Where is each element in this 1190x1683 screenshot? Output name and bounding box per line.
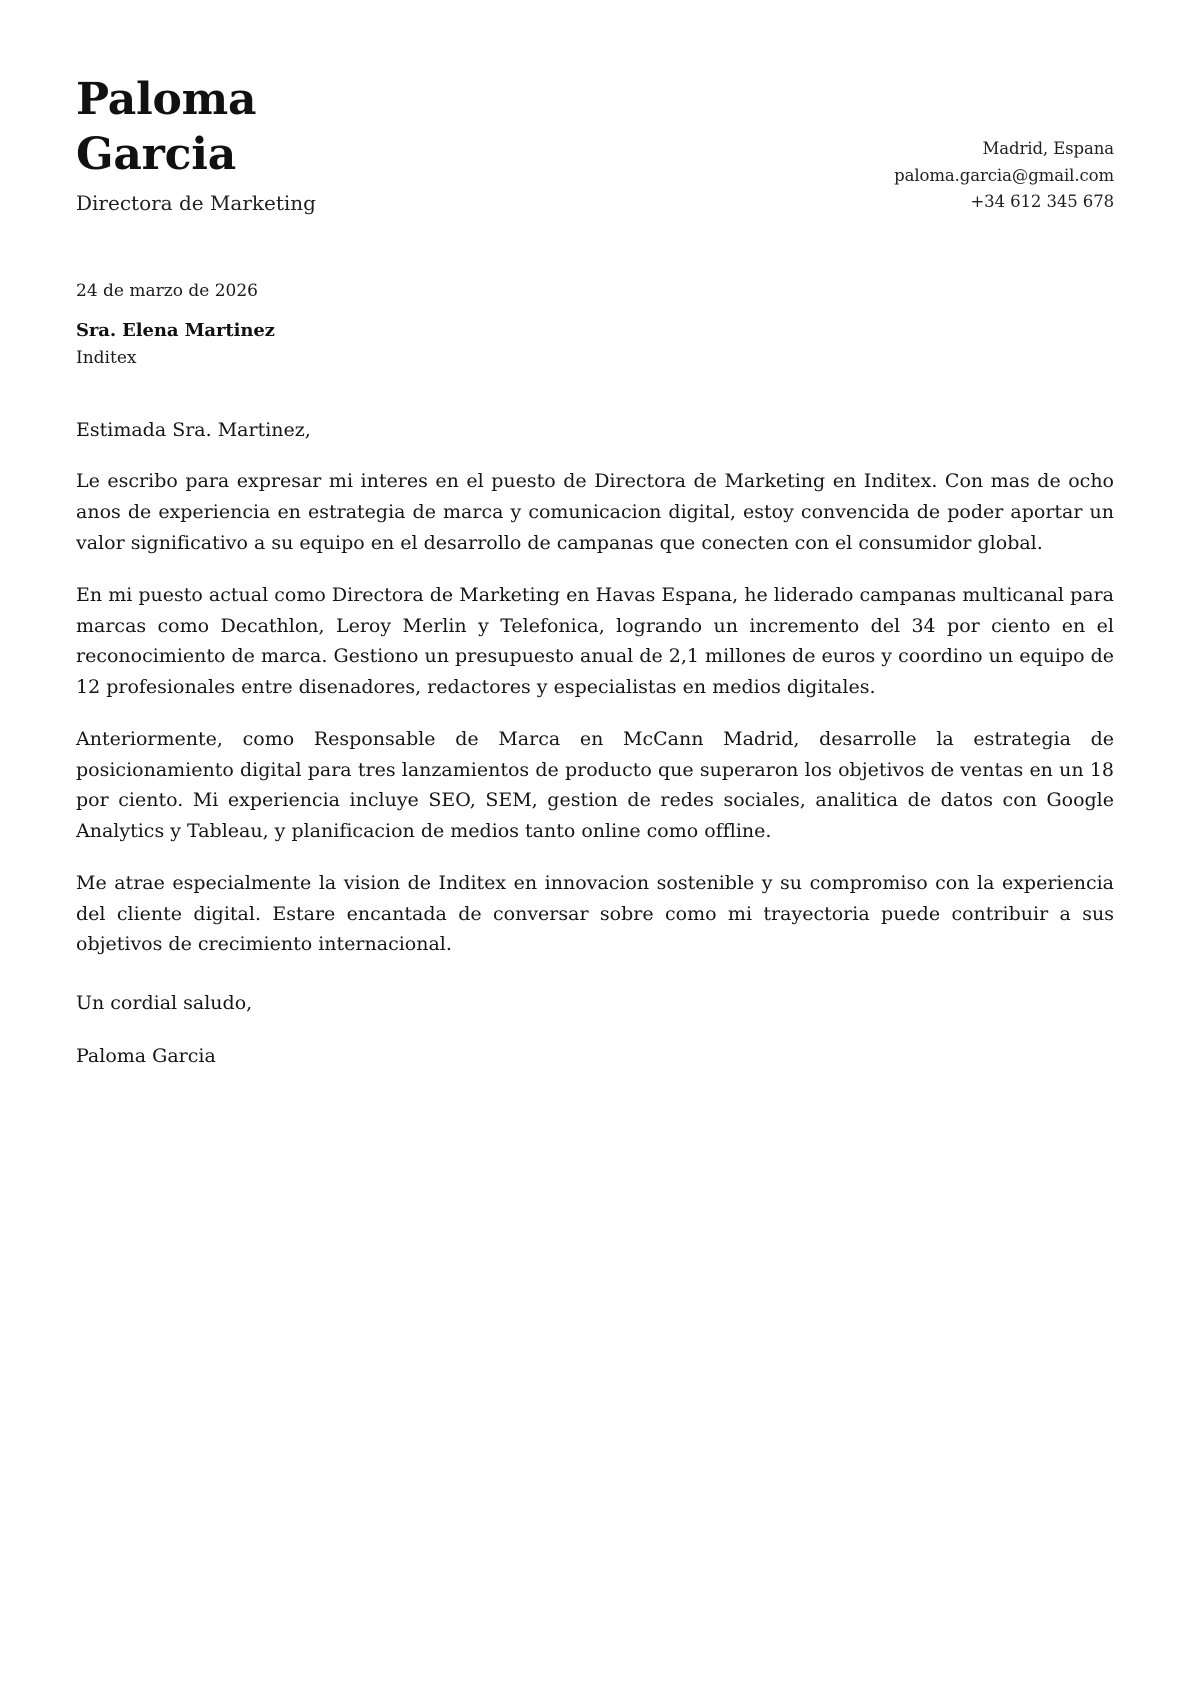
contact-block	[894, 72, 1114, 216]
letter-date: 24 de marzo de 2026	[76, 280, 258, 301]
letter-meta	[76, 279, 1114, 372]
body-paragraph: Me atrae especialmente la vision de Inditex en innovacion sostenible y su compromiso con la experiencia del cliente digital. Estare encantada de conversar sobre como mi trayectoria puede contribuir a sus objetivos de crecimiento internacional.	[76, 871, 1114, 956]
letter-body	[76, 466, 1114, 960]
contact-email: paloma.garcia@gmail.com	[894, 165, 1114, 185]
recipient-company: Inditex	[76, 348, 137, 369]
sender-job-title: Directora de Marketing	[76, 190, 316, 215]
recipient-name: Sra. Elena Martinez	[76, 320, 275, 342]
contact-phone: +34 612 345 678	[970, 192, 1114, 212]
letter-header	[76, 72, 1114, 217]
body-paragraph: Anteriormente, como Responsable de Marca en McCann Madrid, desarrolle la estrategia de posicionamiento digital para tres lanzamientos de producto que superaron los objetivos de ventas en un 18 por ciento. Mi experiencia incluye SEO, SEM, gestion de redes sociales, analitica de datos con Google Analytics y Tableau, y planificacion de medios tanto online como offline.	[76, 727, 1114, 843]
sender-name	[76, 72, 356, 183]
closing-line: Un cordial saludo,	[76, 992, 253, 1015]
sender-identity	[76, 72, 356, 217]
sender-last-name: Garcia	[76, 129, 237, 181]
salutation: Estimada Sra. Martinez,	[76, 418, 311, 441]
signature-name: Paloma Garcia	[76, 1044, 216, 1067]
contact-location: Madrid, Espana	[982, 139, 1114, 158]
body-paragraph: En mi puesto actual como Directora de Marketing en Havas Espana, he liderado campanas multicanal para marcas como Decathlon, Leroy Merlin y Telefonica, logrando un incremento del 34 por ciento en el reconocimiento de marca. Gestiono un presupuesto anual de 2,1 millones de euros y coordino un equipo de 12 profesionales entre disenadores, redactores y especialistas en medios digitales.	[76, 583, 1114, 699]
body-paragraph: Le escribo para expresar mi interes en el puesto de Directora de Marketing en Inditex. Con mas de ocho anos de experiencia en estrategia de marca y comunicacion digital, estoy convencida de poder aportar un valor significativo a su equipo en el desarrollo de campanas que conecten con el consumidor global.	[76, 470, 1114, 554]
sender-first-name: Paloma	[76, 74, 257, 125]
